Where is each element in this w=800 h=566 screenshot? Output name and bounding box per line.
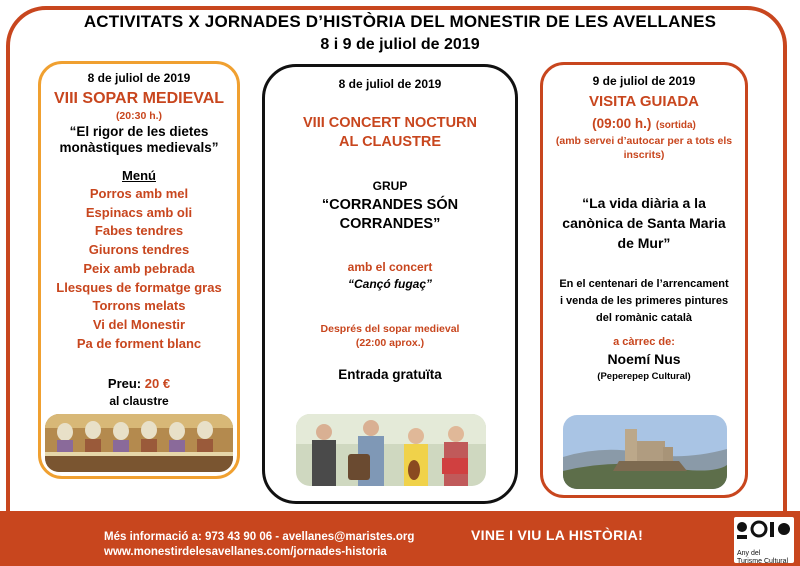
- footer-bar: [0, 511, 800, 566]
- concert-after-line2: (22:00 aprox.): [355, 337, 425, 349]
- concert-label: amb el concert: [347, 260, 433, 274]
- concert-after: [265, 322, 515, 350]
- logo-caption-line1: Any del: [737, 550, 761, 557]
- poster-title: ACTIVITATS X JORNADES D’HISTÒRIA DEL MONESTIR DE LES AVELLANES: [83, 12, 717, 31]
- tour-by-label: a càrrec de:: [613, 336, 675, 348]
- tour-card: [540, 62, 748, 498]
- tour-date: 9 de juliol de 2019: [592, 74, 696, 88]
- tour-time-value: (09:00 h.): [592, 116, 652, 131]
- medieval-painting-image: [45, 414, 233, 472]
- tour-bus-line2: inscrits): [623, 149, 665, 161]
- website-link[interactable]: www.monestirdelesavellanes.com/jornades-historia: [104, 546, 387, 558]
- tour-bus-line1: (amb servei d’autocar per a tots els: [555, 135, 733, 147]
- tour-quote: [543, 193, 745, 253]
- dinner-date: 8 de juliol de 2019: [87, 71, 191, 85]
- band-photo-image: [296, 414, 486, 486]
- tour-time-note: (sortida): [655, 120, 696, 131]
- menu-item: Peix amb pebrada: [83, 260, 195, 276]
- poster-dates: 8 i 9 de juliol de 2019: [320, 36, 480, 53]
- concert-entry: Entrada gratuïta: [338, 367, 442, 382]
- menu-item: Fabes tendres: [94, 223, 184, 239]
- tour-guide-org: (Peperepep Cultural): [597, 371, 691, 382]
- price-label: Preu:: [107, 376, 142, 391]
- concert-title-line2: AL CLAUSTRE: [338, 134, 442, 150]
- menu-list: [41, 185, 237, 353]
- tour-bus: [543, 134, 745, 162]
- tour-quote-line2: canònica de Santa Maria: [562, 215, 726, 231]
- menu-item: Torrons melats: [92, 298, 186, 314]
- logo-caption: [737, 550, 788, 566]
- dinner-time: (20:30 h.): [115, 110, 163, 122]
- tour-quote-line1: “La vida diària a la: [582, 195, 706, 211]
- group-name: [265, 196, 515, 234]
- poster-header: [0, 12, 800, 54]
- footer-info: [104, 530, 414, 560]
- group-name-line1: “CORRANDES SÓN: [321, 197, 459, 213]
- tour-quote-line3: de Mur”: [617, 235, 671, 251]
- contact-info: Més informació a: 973 43 90 06 - avellanes@maristes.org: [104, 531, 415, 543]
- logo-caption-line2: Turisme Cultural: [737, 558, 789, 565]
- footer-slogan: VINE I VIU LA HISTÒRIA!: [471, 527, 644, 543]
- tour-title: VISITA GUIADA: [588, 93, 699, 110]
- menu-item: Espinacs amb oli: [85, 204, 193, 220]
- concert-name: “Cançó fugaç”: [347, 277, 432, 291]
- tour-desc-line2: i venda de les primeres pintures: [559, 295, 729, 307]
- tour-desc-line1: En el centenari de l’arrencament: [559, 278, 729, 290]
- menu-item: Giurons tendres: [88, 242, 190, 258]
- tour-description: [543, 276, 745, 327]
- menu-item: Llesques de formatge gras: [56, 279, 222, 295]
- menu-item: Pa de forment blanc: [76, 335, 202, 351]
- menu-item: Porros amb mel: [89, 186, 189, 201]
- menu-title: Menú: [122, 168, 156, 183]
- tour-time: [543, 115, 745, 133]
- dinner-quote: [41, 124, 237, 156]
- castle-photo-image: [563, 415, 727, 489]
- tour-guide-name: Noemí Nus: [607, 351, 681, 367]
- menu-item: Vi del Monestir: [92, 316, 186, 332]
- concert-title-line1: VIII CONCERT NOCTURN: [303, 115, 477, 131]
- dinner-quote-line2: monàstiques medievals”: [59, 140, 219, 155]
- concert-card: [262, 64, 518, 504]
- concert-after-line1: Després del sopar medieval: [320, 323, 460, 335]
- concert-date: 8 de juliol de 2019: [338, 77, 442, 91]
- dinner-card: [38, 61, 240, 479]
- dinner-price: [41, 376, 237, 391]
- price-value: 20 €: [144, 376, 171, 391]
- group-name-line2: CORRANDES”: [339, 216, 441, 232]
- group-label: GRUP: [372, 179, 408, 193]
- dinner-quote-line1: “El rigor de les dietes: [69, 124, 209, 139]
- dinner-place: al claustre: [109, 394, 169, 408]
- concert-title: [265, 114, 515, 152]
- dinner-title: VIII SOPAR MEDIEVAL: [53, 90, 225, 107]
- tour-desc-line3: del romànic català: [596, 312, 692, 324]
